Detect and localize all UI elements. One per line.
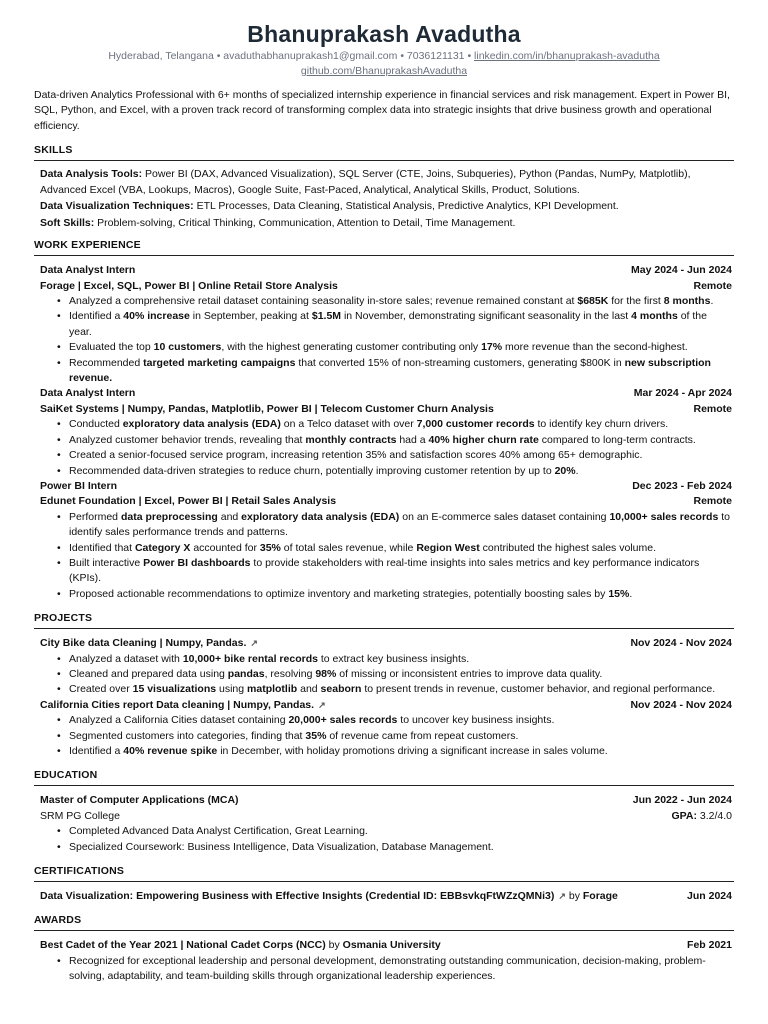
project-entry (34, 698, 734, 760)
bullet-emphasis: monthly contracts (305, 433, 397, 446)
bullet-item (69, 954, 732, 985)
bullet-text: to present trends in revenue, customer behavior, and regional performance. (361, 683, 716, 696)
degree-title: Master of Computer Applications (MCA) (40, 794, 239, 807)
skills-list (34, 167, 734, 231)
bullet-item (69, 667, 732, 682)
bullet-text: Analyzed a California Cities dataset containing (69, 714, 289, 727)
work-subheader (40, 402, 732, 417)
bullet-emphasis: matplotlib (247, 683, 298, 696)
bullet-item (69, 682, 732, 697)
education-bullets (40, 824, 732, 855)
section-title-skills: SKILLS (34, 144, 734, 161)
skill-row (40, 199, 734, 215)
job-location: Remote (693, 495, 732, 508)
bullet-item (69, 448, 732, 463)
section-title-certifications: CERTIFICATIONS (34, 865, 734, 882)
github-link[interactable]: github.com/BhanuprakashAvadutha (300, 65, 468, 77)
bullet-emphasis: 10,000+ bike rental records (182, 652, 318, 665)
bullet-emphasis: 15% (608, 587, 630, 600)
bullet-emphasis: targeted marketing campaigns (143, 356, 296, 369)
contact-details: Hyderabad, Telangana • avaduthabhanuprakash1@gmail.com • 7036121131 • (108, 50, 475, 62)
bullet-emphasis: 7,000 customer records (416, 418, 535, 431)
bullet-text: . (575, 464, 579, 477)
bullet-text: Proposed actionable recommendations to optimize inventory and marketing strategies, potentially boosting sales by (69, 587, 609, 600)
project-header (40, 698, 732, 713)
bullet-emphasis: 40% revenue spike (123, 745, 218, 757)
bullet-text: of revenue came from repeat customers. (326, 729, 519, 742)
bullet-emphasis: Power BI dashboards (143, 556, 251, 569)
bullet-text: . (629, 587, 633, 600)
bullet-text: Recognized for exceptional leadership and personal development, demonstrating outstanding communication, decision-making, problem-solving, adaptability, and team-building skills through organizational leadership experiences. (69, 954, 706, 983)
bullet-emphasis: 10,000+ sales records (609, 510, 719, 523)
gpa-label: GPA: (671, 809, 697, 822)
work-header (40, 479, 732, 494)
award-entry (34, 938, 734, 984)
project-entry (34, 636, 734, 698)
bullet-emphasis: 15 visualizations (132, 683, 217, 696)
job-title: Data Analyst Intern (40, 387, 136, 400)
award-by: by (328, 939, 340, 952)
bullet-text: Created over (69, 683, 133, 696)
bullet-text: to provide stakeholders with real-time insights into sales metrics and key performance indicators (KPIs). (69, 556, 700, 585)
job-bullets (40, 417, 732, 479)
bullet-emphasis: data preprocessing (120, 510, 218, 523)
bullet-text: and (297, 683, 321, 696)
project-title-text: California Cities report Data cleaning | Numpy, Pandas. (40, 698, 315, 711)
education-entry (34, 793, 734, 855)
job-date: May 2024 - Jun 2024 (631, 264, 732, 277)
bullet-text: Performed (69, 510, 121, 523)
job-location: Remote (693, 279, 732, 292)
bullet-item (69, 510, 732, 541)
skill-row (40, 216, 734, 232)
bullet-text: using (216, 683, 248, 696)
bullet-item (69, 340, 732, 355)
award-bullets (40, 954, 732, 985)
bullet-emphasis: 4 months (631, 310, 678, 323)
bullet-emphasis: exploratory data analysis (EDA) (241, 510, 400, 523)
contact-info (34, 49, 734, 79)
bullet-emphasis: Category X (134, 541, 191, 554)
bullet-item (69, 309, 732, 340)
job-bullets (40, 510, 732, 602)
bullet-text: Analyzed a comprehensive retail dataset containing seasonality in-store sales; revenue remained constant at (69, 295, 578, 308)
bullet-text: contributed the highest sales volume. (479, 541, 656, 554)
bullet-text: Completed Advanced Data Analyst Certification, Great Learning. (69, 825, 368, 838)
project-bullets (40, 713, 732, 759)
bullet-item (69, 294, 732, 309)
bullet-item (69, 541, 732, 556)
bullet-text: Analyzed customer behavior trends, revealing that (69, 433, 306, 446)
skill-label: Soft Skills: (40, 216, 95, 229)
skill-label: Data Visualization Techniques: (40, 200, 194, 213)
bullet-text: in December, with holiday promotions driving a significant increase in sales volume. (217, 745, 608, 757)
bullet-item (69, 713, 732, 728)
bullet-emphasis: 35% (259, 541, 281, 554)
bullet-text: to uncover key business insights. (397, 714, 555, 727)
work-subheader (40, 494, 732, 509)
bullet-text: Identified a (69, 745, 124, 757)
project-title-text: City Bike data Cleaning | Numpy, Pandas. (40, 637, 247, 650)
education-date: Jun 2022 - Jun 2024 (632, 794, 732, 807)
bullet-item (69, 824, 732, 839)
job-organization: SaiKet Systems | Numpy, Pandas, Matplotlib, Power BI | Telecom Customer Churn Analysis (40, 402, 494, 415)
job-bullets (40, 294, 732, 386)
job-organization: Edunet Foundation | Excel, Power BI | Retail Sales Analysis (40, 495, 337, 508)
skill-text: Power BI (DAX, Advanced Visualization), SQL Server (CTE, Joins, Subqueries), Python (Pandas, NumPy, Matplotlib), Advanced Excel (VBA, Lookups, Macros), Google Suite, Fast-Paced, Analytical, Analytical Skills, Product, Solutions. (40, 168, 691, 196)
work-subheader (40, 279, 732, 294)
skill-row (40, 167, 734, 198)
bullet-text: in November, demonstrating significant seasonality in the last (341, 310, 632, 323)
bullet-emphasis: 8 months (663, 295, 711, 308)
section-title-awards: AWARDS (34, 914, 734, 931)
project-header (40, 636, 732, 651)
bullet-text: to extract key business insights. (317, 652, 470, 665)
bullet-text: more revenue than the second-highest. (502, 341, 688, 354)
bullet-text: to identify sales performance trends and patterns. (69, 510, 731, 539)
work-experience-list (34, 263, 734, 602)
bullet-text: Recommended data-driven strategies to reduce churn, potentially improving customer retention by up to (69, 464, 555, 477)
job-title: Power BI Intern (40, 479, 118, 492)
external-link-icon[interactable]: ↗ (558, 891, 566, 902)
bullet-text: of total sales revenue, while (280, 541, 417, 554)
skill-text: Problem-solving, Critical Thinking, Communication, Attention to Detail, Time Management. (94, 216, 516, 229)
bullet-text: accounted for (190, 541, 260, 554)
bullet-text: for the first (608, 295, 664, 308)
linkedin-link[interactable]: linkedin.com/in/bhanuprakash-avadutha (474, 50, 660, 62)
bullet-emphasis: 17% (481, 341, 503, 354)
job-location: Remote (693, 402, 732, 415)
bullet-text: Segmented customers into categories, finding that (69, 729, 306, 742)
bullet-emphasis: exploratory data analysis (EDA) (122, 418, 281, 431)
bullet-text: Specialized Coursework: Business Intelligence, Data Visualization, Database Management. (69, 840, 494, 853)
work-entry (34, 386, 734, 478)
work-header (40, 263, 732, 278)
bullet-text: , with the highest generating customer contributing only (221, 341, 482, 354)
bullet-emphasis: 98% (315, 667, 337, 680)
work-entry (34, 479, 734, 602)
project-title (40, 636, 258, 651)
job-date: Dec 2023 - Feb 2024 (632, 479, 732, 492)
bullet-emphasis: 40% higher churn rate (428, 433, 539, 446)
award-date: Feb 2021 (687, 939, 732, 952)
professional-summary: Data-driven Analytics Professional with 6+ months of specialized internship experience in financial services and risk management. Expert in Power BI, SQL, Python, and Excel, with a proven track record of transforming complex data into strategic insights that drive business growth and operational efficiency. (34, 89, 730, 132)
bullet-text: Cleaned and prepared data using (69, 667, 228, 680)
bullet-text: Created a senior-focused service program, increasing retention 35% and satisfaction scores 40% among 65+ demographic. (69, 449, 643, 462)
project-date: Nov 2024 - Nov 2024 (630, 698, 732, 711)
bullet-text: Recommended (69, 356, 144, 369)
award-line (40, 938, 441, 953)
job-organization: Forage | Excel, SQL, Power BI | Online Retail Store Analysis (40, 279, 338, 292)
bullet-text: on an E-commerce sales dataset containing (399, 510, 610, 523)
bullet-item (69, 840, 732, 855)
bullet-text: Built interactive (69, 556, 144, 569)
bullet-emphasis: 35% (305, 729, 327, 742)
external-link-icon[interactable]: ↗ (250, 638, 258, 649)
section-title-work-experience: WORK EXPERIENCE (34, 239, 734, 256)
certification-issuer: Forage (582, 890, 618, 903)
award-issuer: Osmania University (342, 939, 441, 952)
bullet-item (69, 417, 732, 432)
bullet-text: Identified that (69, 541, 135, 554)
bullet-emphasis: 40% increase (123, 310, 190, 323)
certification-entry (34, 889, 734, 904)
bullet-item (69, 652, 732, 667)
bullet-emphasis: Region West (416, 541, 480, 554)
skill-label: Data Analysis Tools: (40, 168, 143, 181)
school-name: SRM PG College (40, 809, 120, 822)
award-title: Best Cadet of the Year 2021 | National Cadet Corps (NCC) (40, 939, 326, 952)
section-title-projects: PROJECTS (34, 612, 734, 629)
projects-list (34, 636, 734, 759)
bullet-text: Identified a (69, 310, 124, 323)
bullet-emphasis: $685K (577, 295, 609, 308)
bullet-emphasis: 10 customers (153, 341, 222, 354)
bullet-emphasis: 20,000+ sales records (288, 714, 398, 727)
bullet-item (69, 556, 732, 587)
candidate-name: Bhanuprakash Avadutha (247, 21, 521, 47)
bullet-text: of missing or inconsistent entries to improve data quality. (336, 667, 603, 680)
bullet-item (69, 587, 732, 602)
skill-text: ETL Processes, Data Cleaning, Statistical Analysis, Predictive Analytics, KPI Development. (193, 200, 619, 213)
bullet-item (69, 464, 732, 479)
bullet-text: in September, peaking at (189, 310, 312, 323)
certification-line (40, 889, 618, 904)
bullet-text: Conducted (69, 418, 123, 431)
bullet-text: to identify key churn drivers. (534, 418, 669, 431)
project-bullets (40, 652, 732, 698)
bullet-item (69, 433, 732, 448)
bullet-text: of the year. (69, 310, 707, 338)
external-link-icon[interactable]: ↗ (318, 699, 326, 710)
bullet-item (69, 356, 732, 387)
work-header (40, 386, 732, 401)
bullet-text: on a Telco dataset with over (280, 418, 417, 431)
certification-title: Data Visualization: Empowering Business with Effective Insights (Credential ID: EBBsvkqFtWZzQMNi3) (40, 890, 555, 903)
gpa (671, 809, 732, 824)
bullet-emphasis: $1.5M (311, 310, 342, 323)
job-date: Mar 2024 - Apr 2024 (633, 387, 732, 400)
bullet-emphasis: pandas (227, 667, 265, 680)
bullet-item (69, 744, 732, 759)
bullet-emphasis: seaborn (320, 683, 362, 696)
bullet-text: Analyzed a dataset with (69, 652, 183, 665)
bullet-text: and (217, 510, 242, 523)
bullet-text: had a (396, 433, 429, 446)
bullet-emphasis: 20% (554, 464, 576, 477)
bullet-text: , resolving (264, 667, 316, 680)
work-entry (34, 263, 734, 386)
certification-by: by (568, 890, 580, 903)
bullet-item (69, 729, 732, 744)
bullet-text: compared to long-term contracts. (538, 433, 696, 446)
certification-date: Jun 2024 (687, 890, 732, 903)
bullet-text: that converted 15% of non-streaming customers, generating $800K in (295, 356, 625, 369)
job-title: Data Analyst Intern (40, 264, 136, 277)
section-title-education: EDUCATION (34, 769, 734, 786)
bullet-emphasis: new subscription revenue. (69, 356, 711, 385)
bullet-text: . (710, 295, 714, 308)
project-title (40, 698, 326, 713)
project-date: Nov 2024 - Nov 2024 (630, 637, 732, 650)
bullet-text: Evaluated the top (69, 341, 154, 354)
gpa-value: 3.2/4.0 (696, 809, 732, 822)
